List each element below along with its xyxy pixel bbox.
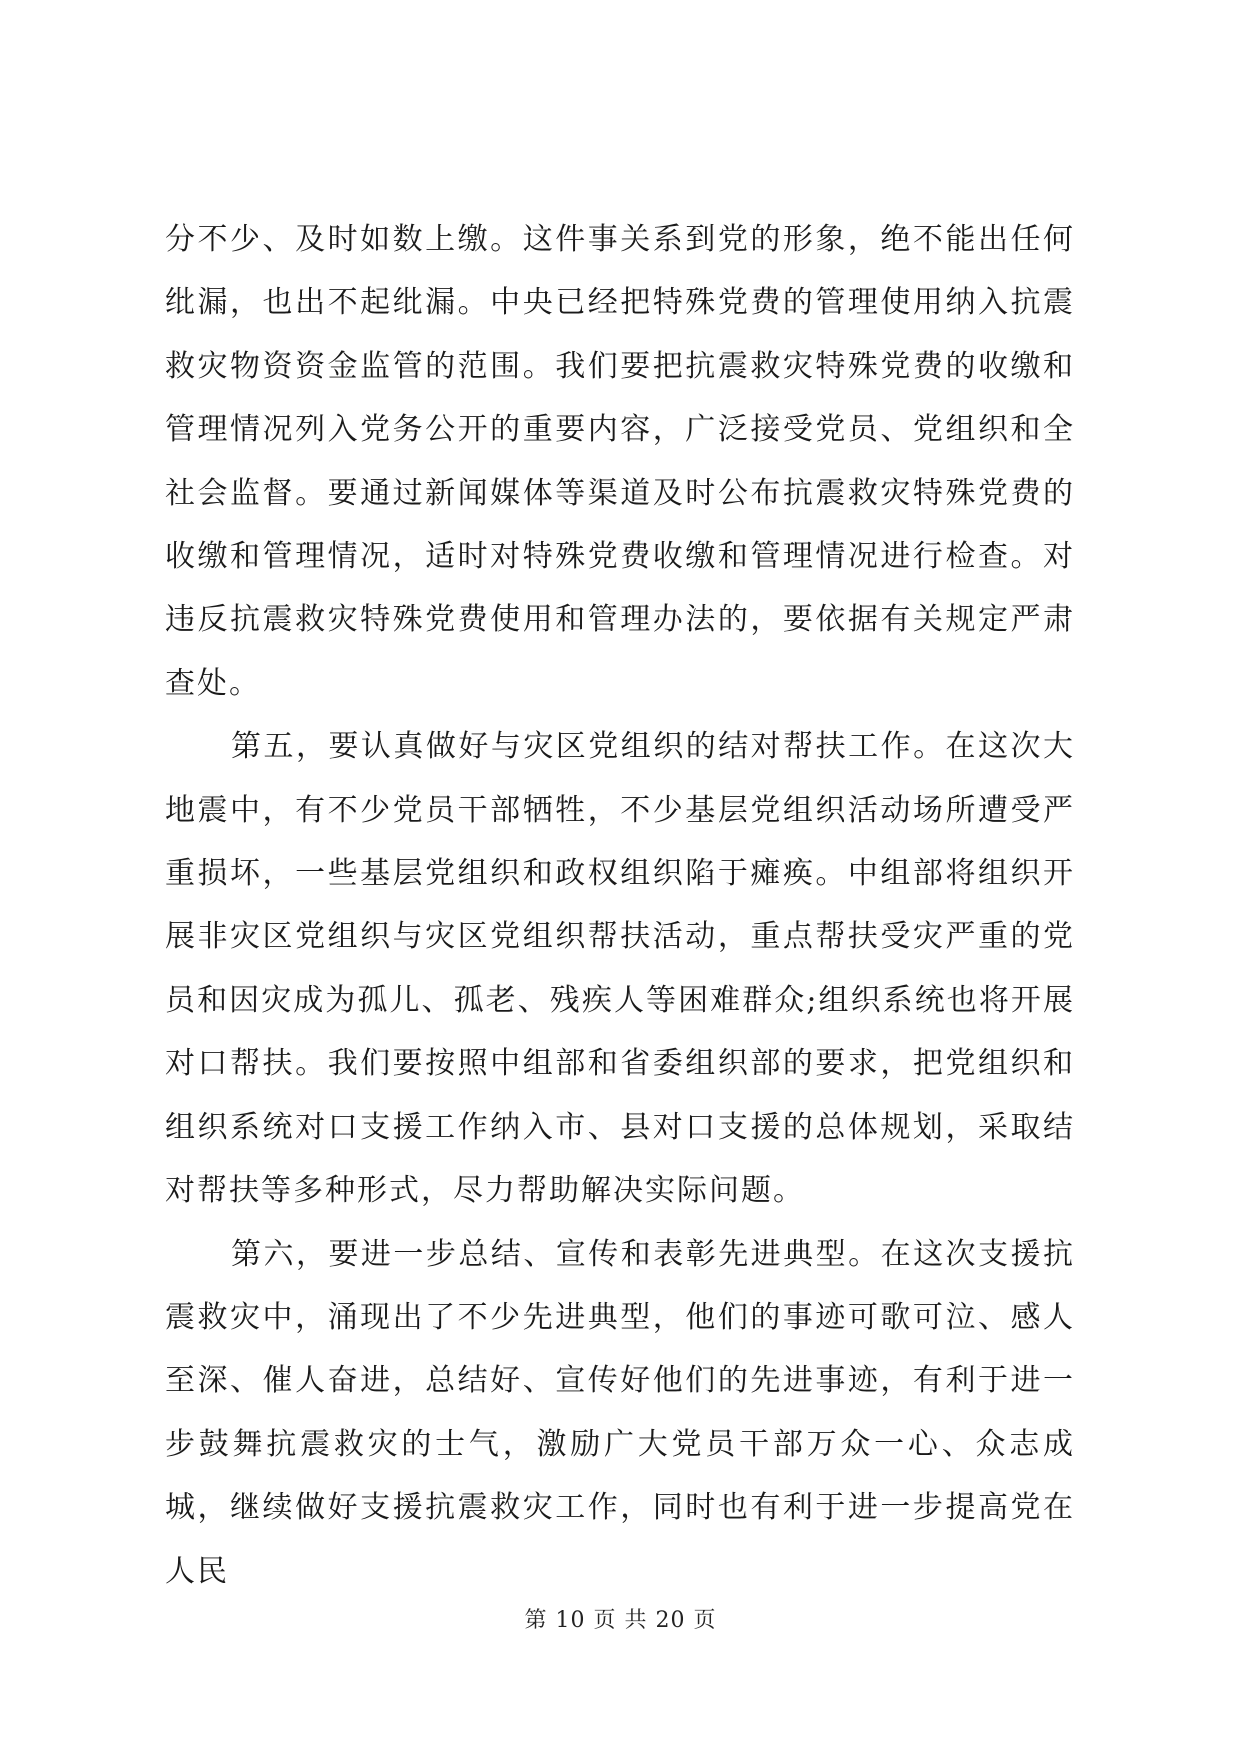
- paragraph-3: 第六，要进一步总结、宣传和表彰先进典型。在这次支援抗震救灾中，涌现出了不少先进典型，他们的事迹可歌可泣、感人至深、催人奋进，总结好、宣传好他们的先进事迹，有利于进一步鼓舞抗震救灾的士气，激励广大党员干部万众一心、众志成城，继续做好支援抗震救灾工作，同时也有利于进一步提高党在人民: [165, 1236, 1075, 1589]
- page-number-footer: 第 10 页 共 20 页: [524, 1608, 717, 1633]
- paragraph-2: 第五，要认真做好与灾区党组织的结对帮扶工作。在这次大地震中，有不少党员干部牺牲，不少基层党组织活动场所遭受严重损坏，一些基层党组织和政权组织陷于瘫痪。中组部将组织开展非灾区党组织与灾区党组织帮扶活动，重点帮扶受灾严重的党员和因灾成为孤儿、孤老、残疾人等困难群众;组织系统也将开展对口帮扶。我们要按照中组部和省委组织部的要求，把党组织和组织系统对口支援工作纳入市、县对口支援的总体规划，采取结对帮扶等多种形式，尽力帮助解决实际问题。: [165, 729, 1075, 1209]
- paragraph-1: 分不少、及时如数上缴。这件事关系到党的形象，绝不能出任何纰漏，也出不起纰漏。中央已经把特殊党费的管理使用纳入抗震救灾物资资金监管的范围。我们要把抗震救灾特殊党费的收缴和管理情况列入党务公开的重要内容，广泛接受党员、党组织和全社会监督。要通过新闻媒体等渠道及时公布抗震救灾特殊党费的收缴和管理情况，适时对特殊党费收缴和管理情况进行检查。对违反抗震救灾特殊党费使用和管理办法的，要依据有关规定严肃查处。: [165, 222, 1075, 701]
- document-body: [165, 208, 1075, 1603]
